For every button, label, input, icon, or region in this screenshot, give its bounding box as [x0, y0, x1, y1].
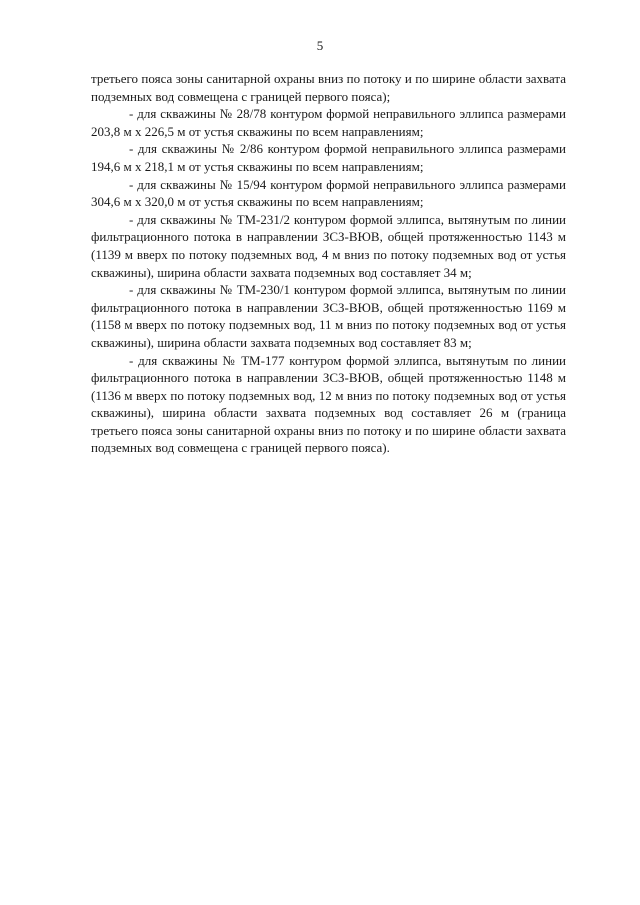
paragraph-well-15-94: - для скважины № 15/94 контуром формой неправильного эллипса размерами 304,6 м х 320,0 м от устья скважины по всем направлениям; [91, 176, 566, 210]
paragraph-well-tm-230-1: - для скважины № ТМ-230/1 контуром формой эллипса, вытянутым по линии фильтрационного потока в направлении ЗСЗ-ВЮВ, общей протяженностью 1169 м (1158 м вверх по потоку подземных вод, 11 м вниз по потоку подземных вод от устья скважины), ширина области захвата подземных вод составляет 83 м; [91, 282, 566, 350]
paragraph-well-2-86: - для скважины № 2/86 контуром формой неправильного эллипса размерами 194,6 м х 218,1 м от устья скважины по всем направлениям; [91, 141, 566, 174]
paragraph-well-28-78: - для скважины № 28/78 контуром формой неправильного эллипса размерами 203,8 м х 226,5 м от устья скважины по всем направлениям; [91, 106, 566, 139]
document-body [91, 70, 566, 457]
page-number: 5 [316, 38, 324, 53]
paragraph-well-tm-177: - для скважины № ТМ-177 контуром формой эллипса, вытянутым по линии фильтрационного потока в направлении ЗСЗ-ВЮВ, общей протяженностью 1148 м (1136 м вверх по потоку подземных вод, 12 м вниз по потоку подземных вод от устья скважины), ширина области захвата подземных вод составляет 26 м (граница третьего пояса зоны санитарной охраны вниз по потоку и по ширине области захвата подземных вод совмещена с границей первого пояса). [91, 352, 566, 456]
paragraph-well-tm-231-2: - для скважины № ТМ-231/2 контуром формой эллипса, вытянутым по линии фильтрационного потока в направлении ЗСЗ-ВЮВ, общей протяженностью 1143 м (1139 м вверх по потоку подземных вод, 4 м вниз по потоку подземных вод от устья скважины), ширина области захвата подземных вод составляет 34 м; [91, 211, 566, 280]
paragraph-continuation: третьего пояса зоны санитарной охраны вниз по потоку и по ширине области захвата подземных вод совмещена с границей первого пояса); [91, 71, 566, 104]
